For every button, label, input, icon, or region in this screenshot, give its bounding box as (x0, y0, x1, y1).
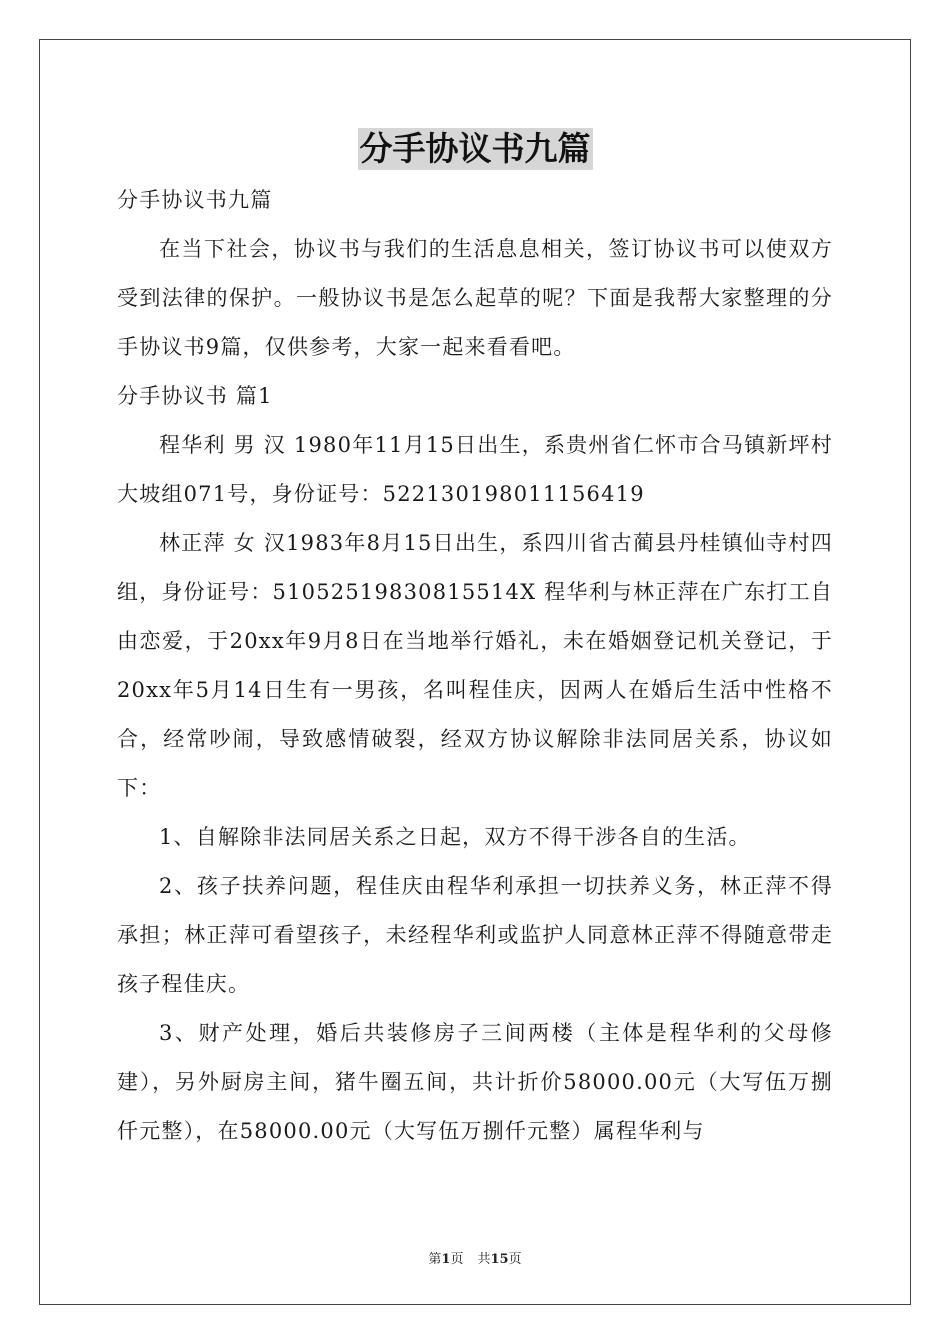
paragraph: 程华利 男 汉 1980年11月15日出生，系贵州省仁怀市合马镇新坪村大坡组071号，身份证号：522130198011156419 (117, 433, 833, 506)
paragraph: 3、财产处理，婚后共装修房子三间两楼（主体是程华利的父母修建），另外厨房主间，猪牛圈五间，共计折价58000.00元（大写伍万捌仟元整），在58000.00元（大写伍万捌仟元整）属程华利与 (117, 1021, 833, 1143)
paragraph: 林正萍 女 汉1983年8月15日出生，系四川省古蔺县丹桂镇仙寺村四组，身份证号：51052519830815514X 程华利与林正萍在广东打工自由恋爱，于20xx年9月8日在当地举行婚礼，未在婚姻登记机关登记，于20xx年5月14日生有一男孩，名叫程佳庆，因两人在婚后生活中性格不合，经常吵闹，导致感情破裂，经双方协议解除非法同居关系，协议如下： (117, 531, 833, 800)
section-heading: 分手协议书 篇1 (117, 384, 273, 408)
page-prefix: 第 (428, 1252, 442, 1267)
page-suffix: 页 (450, 1252, 464, 1267)
page-footer (0, 1248, 950, 1267)
paragraph: 分手协议书九篇 (117, 188, 273, 212)
total-prefix: 共 (477, 1252, 491, 1267)
paragraph: 1、自解除非法同居关系之日起，双方不得干涉各自的生活。 (159, 825, 751, 849)
paragraph: 在当下社会，协议书与我们的生活息息相关，签订协议书可以使双方受到法律的保护。一般协议书是怎么起草的呢？下面是我帮大家整理的分手协议书9篇，仅供参考，大家一起来看看吧。 (117, 237, 833, 359)
total-suffix: 页 (508, 1252, 522, 1267)
paragraph: 2、孩子扶养问题，程佳庆由程华利承担一切扶养义务，林正萍不得承担；林正萍可看望孩子，未经程华利或监护人同意林正萍不得随意带走孩子程佳庆。 (117, 874, 833, 996)
title-container (0, 128, 950, 170)
page-number: 1 (441, 1252, 451, 1267)
document-title: 分手协议书九篇 (359, 129, 591, 168)
total-pages: 15 (490, 1252, 509, 1267)
document-body (117, 176, 833, 1156)
